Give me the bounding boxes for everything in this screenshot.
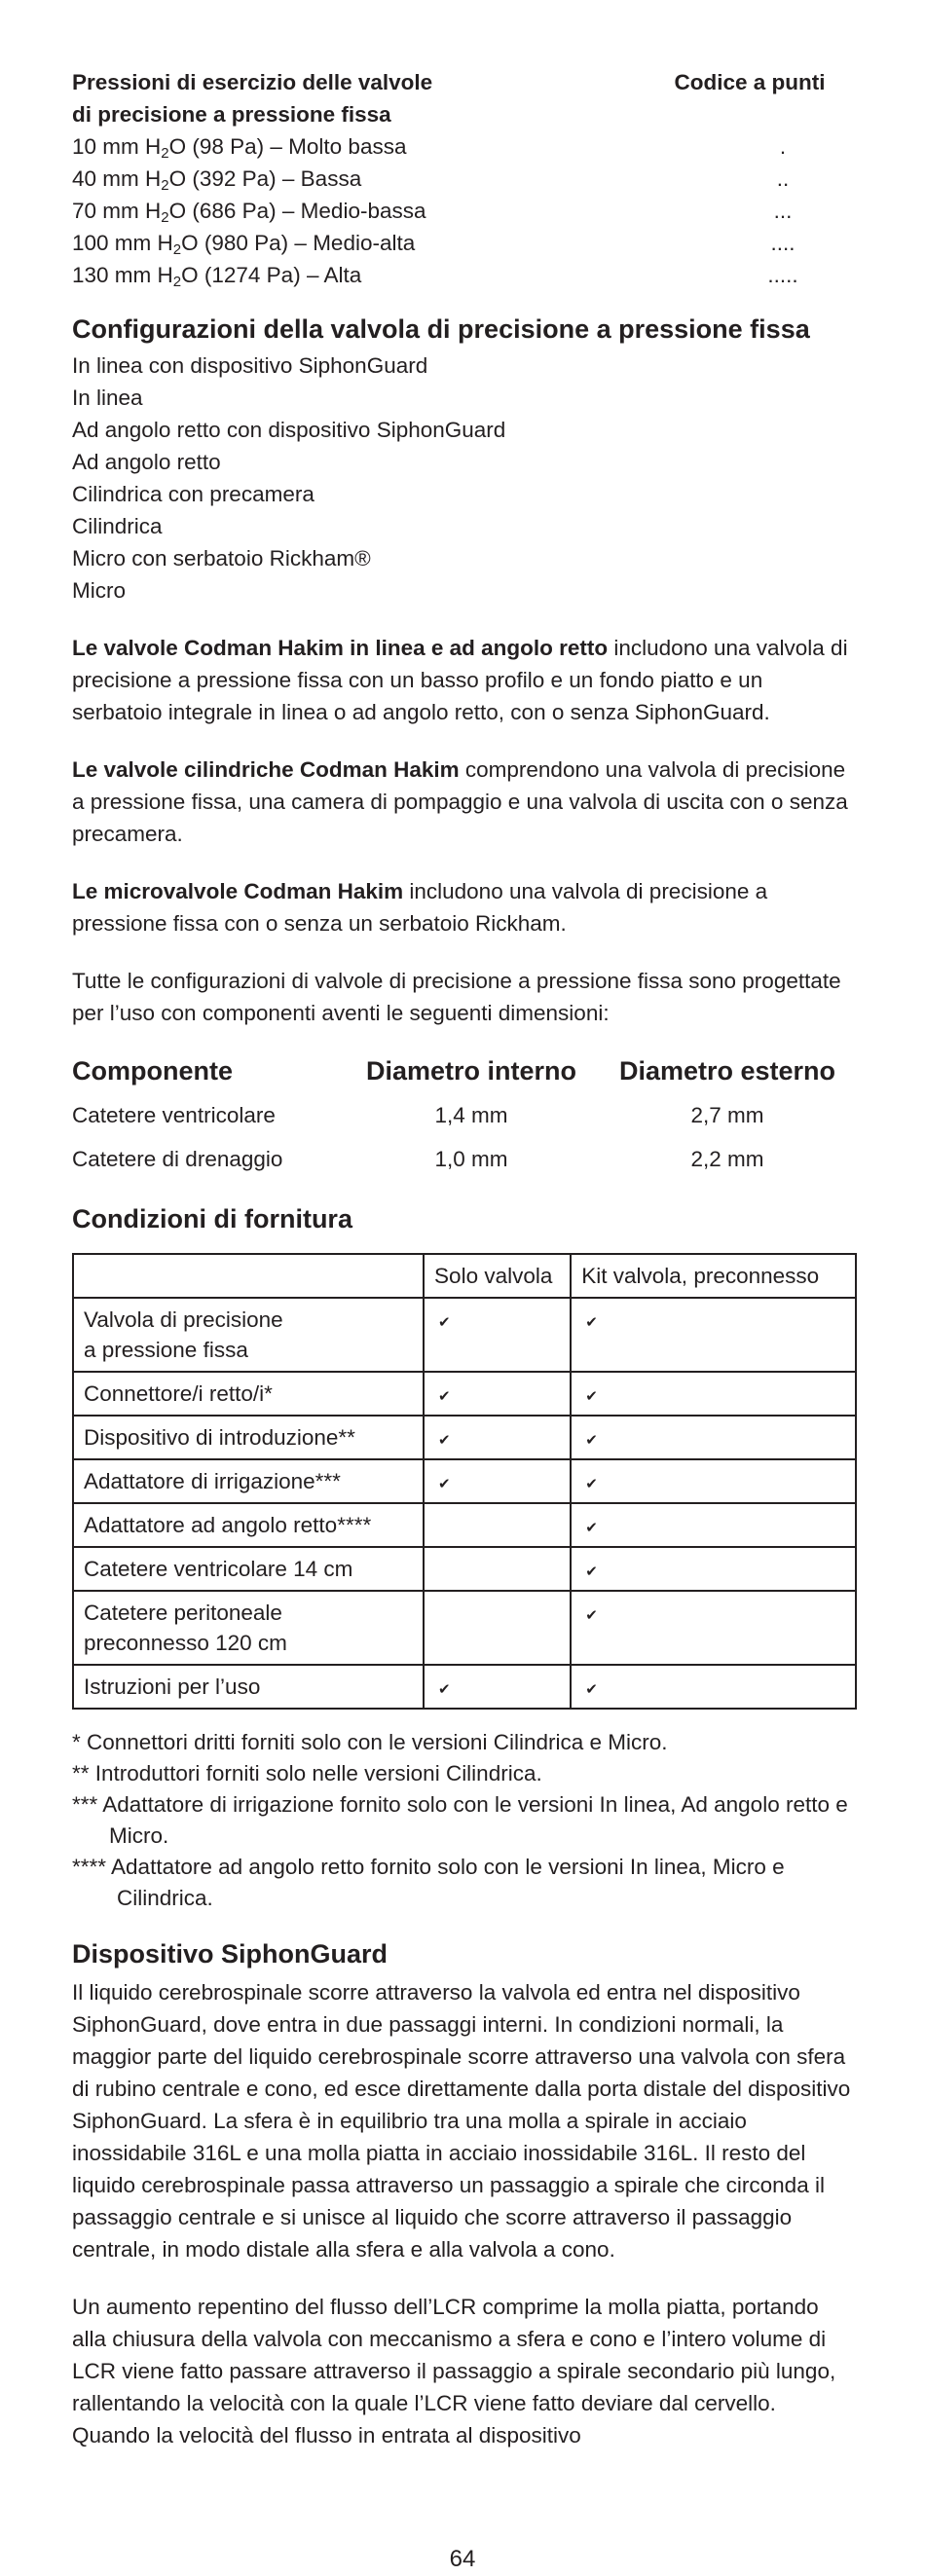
- table-row: Dispositivo di introduzione** ✔ ✔: [73, 1416, 856, 1459]
- check-icon: ✔: [438, 1388, 451, 1405]
- table-row: Catetere ventricolare 1,4 mm 2,7 mm: [72, 1103, 764, 1127]
- check-icon: ✔: [585, 1314, 598, 1331]
- table-row: Catetere di drenaggio 1,0 mm 2,2 mm: [72, 1147, 764, 1171]
- page-content: [72, 66, 857, 2451]
- dot-code: .....: [767, 263, 798, 287]
- list-item: Cilindrica con precamera: [72, 482, 314, 506]
- dot-code: .: [779, 134, 787, 159]
- table-row: Catetere ventricolare 14 cm ✔: [73, 1547, 856, 1591]
- table-row: Connettore/i retto/i* ✔ ✔: [73, 1372, 856, 1416]
- check-icon: ✔: [585, 1388, 598, 1405]
- check-icon: ✔: [438, 1432, 451, 1449]
- check-icon: ✔: [438, 1314, 451, 1331]
- configurations-list: [72, 350, 857, 607]
- table-row: Catetere peritoneale preconnesso 120 cm ✔: [73, 1591, 856, 1665]
- dot-code: ....: [770, 231, 796, 255]
- siphonguard-paragraph-1: Il liquido cerebrospinale scorre attraverso la valvola ed entra nel dispositivo SiphonGuard, dove entra in due passaggi interni. In condizioni normali, la maggior parte del liquido cerebrospinale scorre attraverso una valvola con sfera di rubino centrale e cono, ed esce direttamente dalla porta distale del dispositivo SiphonGuard. La sfera è in equilibrio tra una molla a spirale in acciaio inossidabile 316L e una molla piatta in acciaio inossidabile 316L. Il resto del liquido cerebrospinale passa attraverso un passaggio a spirale che circonda il passaggio centrale e si unisce al liquido che scorre attraverso il passaggio centrale, in modo distale alla sfera e alla valvola a cono.: [72, 1980, 851, 2262]
- footnote: *** Adattatore di irrigazione fornito solo con le versioni In linea, Ad angolo retto e Micro.: [72, 1792, 848, 1848]
- siphonguard-paragraph-2: Un aumento repentino del flusso dell’LCR comprime la molla piatta, portando alla chiusura della valvola con meccanismo a sfera e cono e l’intero volume di LCR viene fatto passare attraverso il passaggio a spirale secondario più lungo, rallentando la velocità con la quale l’LCR viene fatto deviare dal cervello. Quando la velocità del flusso in entrata al dispositivo: [72, 2295, 836, 2447]
- inline-valves-paragraph: Le valvole Codman Hakim in linea e ad angolo retto includono una valvola di precisione a pressione fissa con un basso profilo e un fondo piatto e un serbatoio integrale in linea o ad angolo retto, con o senza SiphonGuard.: [72, 636, 848, 724]
- page-number: 64: [449, 2546, 476, 2572]
- check-icon: ✔: [585, 1520, 598, 1536]
- table-row: Adattatore ad angolo retto**** ✔: [73, 1503, 856, 1547]
- pressure-header-line1: Pressioni di esercizio delle valvole: [72, 70, 433, 94]
- pressure-row: 130 mm $H_2O$ (1274 Pa) – Alta .....: [72, 259, 857, 291]
- pressure-header-line2: di precisione a pressione fissa: [72, 102, 391, 127]
- footnotes: [72, 1727, 857, 1914]
- table-header-row: Solo valvola Kit valvola, preconnesso: [73, 1254, 856, 1298]
- check-icon: ✔: [585, 1476, 598, 1492]
- check-icon: ✔: [585, 1432, 598, 1449]
- footnote: **** Adattatore ad angolo retto fornito solo con le versioni In linea, Micro e Cilindrica.: [72, 1855, 785, 1910]
- pressure-table-header: [72, 66, 857, 130]
- pressure-rows: [72, 130, 857, 291]
- supply-table: [72, 1253, 857, 1710]
- siphonguard-heading: Dispositivo SiphonGuard: [72, 1939, 388, 1969]
- micro-valves-paragraph: Le microvalvole Codman Hakim includono una valvola di precisione a pressione fissa con o senza un serbatoio Rickham.: [72, 879, 768, 936]
- list-item: Micro: [72, 578, 126, 603]
- cylindrical-valves-paragraph: Le valvole cilindriche Codman Hakim comprendono una valvola di precisione a pressione fissa, una camera di pompaggio e una valvola di uscita con o senza precamera.: [72, 757, 848, 846]
- dot-code: ...: [773, 199, 793, 223]
- list-item: Micro con serbatoio Rickham®: [72, 546, 371, 570]
- list-item: Ad angolo retto con dispositivo SiphonGuard: [72, 418, 506, 442]
- footnote: * Connettori dritti forniti solo con le versioni Cilindrica e Micro.: [72, 1730, 668, 1754]
- check-icon: ✔: [438, 1681, 451, 1698]
- list-item: Ad angolo retto: [72, 450, 221, 474]
- table-row: Istruzioni per l’uso ✔ ✔: [73, 1665, 856, 1709]
- table-row: Adattatore di irrigazione*** ✔ ✔: [73, 1459, 856, 1503]
- dimensions-table: [72, 1054, 857, 1175]
- check-icon: ✔: [585, 1607, 598, 1624]
- configurations-heading: Configurazioni della valvola di precisione a pressione fissa: [72, 314, 810, 344]
- check-icon: ✔: [438, 1476, 451, 1492]
- pressure-row: 100 mm $H_2O$ (980 Pa) – Medio-alta ....: [72, 227, 857, 259]
- footnote: ** Introduttori forniti solo nelle versioni Cilindrica.: [72, 1761, 542, 1785]
- all-configurations-paragraph: Tutte le configurazioni di valvole di precisione a pressione fissa sono progettate per l’uso con componenti aventi le seguenti dimensioni:: [72, 969, 841, 1025]
- dimensions-header: Componente Diametro interno Diametro esterno: [72, 1056, 836, 1086]
- supply-heading: Condizioni di fornitura: [72, 1204, 352, 1233]
- pressure-row: 40 mm $H_2O$ (392 Pa) – Bassa ..: [72, 163, 857, 195]
- list-item: In linea con dispositivo SiphonGuard: [72, 353, 428, 378]
- check-icon: ✔: [585, 1681, 598, 1698]
- list-item: In linea: [72, 386, 143, 410]
- dot-code-header: Codice a punti: [674, 70, 826, 94]
- pressure-row: 70 mm $H_2O$ (686 Pa) – Medio-bassa ...: [72, 195, 857, 227]
- table-row: Valvola di precisione a pressione fissa ✔ ✔: [73, 1298, 856, 1372]
- dot-code: ..: [776, 166, 790, 191]
- check-icon: ✔: [585, 1564, 598, 1580]
- pressure-row: 10 mm $H_2O$ (98 Pa) – Molto bassa .: [72, 130, 857, 163]
- list-item: Cilindrica: [72, 514, 163, 538]
